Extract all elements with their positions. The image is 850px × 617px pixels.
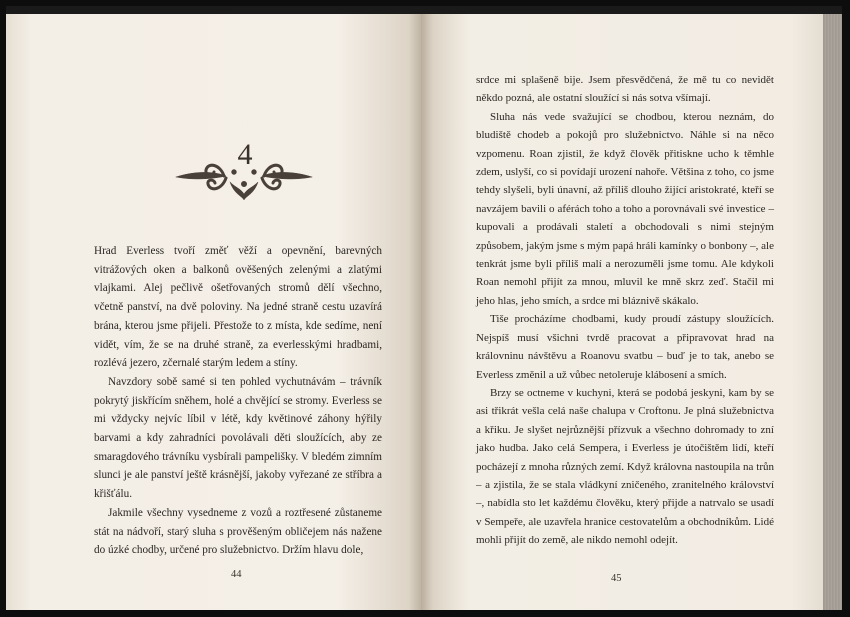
- paragraph: Jakmile všechny vysedneme z vozů a roztřesené zůstaneme stát na nádvoří, starý sluha s prověšeným obličejem nás nažene do úzké chodby, určené pro služebnictvo. Držím hlavu dole,: [94, 506, 382, 557]
- left-page-body: [94, 242, 382, 560]
- paragraph: Hrad Everless tvoří změť věží a opevnění, barevných vitrážových oken a balkonů ověšených zelenými a zlatými vlajkami. Alej pečlivě ošetřovaných stromů dělí všechno, včetně panství, na dvě poloviny. Na jedné straně cestu uzavírá brána, kterou jsme přijeli. Přestože to z místa, kde sedíme, není vidět, vím, že se na druhé straně, za everlesskými hradbami, rozlévá jezero, zčernalé starým ledem a stíny.: [94, 245, 382, 370]
- left-page: [6, 6, 421, 610]
- chapter-number: 4: [237, 138, 253, 171]
- paragraph: Navzdory sobě samé si ten pohled vychutnávám – trávník pokrytý jiskřícím sněhem, holé a chvějící se stromy. Everless se mi vždycky nejvíc líbil v létě, kdy květinové záhony hýřily barvami a kdy zahradníci povolávali děti sloužících, aby ze smaragdového trávníku vysbírali pampelišky. V bledém zimním slunci je ale panství ještě krásnější, jakoby vyřezané ze stříbra a křišťálu.: [94, 375, 382, 501]
- paragraph: Sluha nás vede svažující se chodbou, kterou neznám, do bludiště chodeb a pokojů pro služebnictvo. Náhle si na něco vzpomenu. Roan zjistil, že když člověk přitiskne ucho k těmhle zdem, uslyší, co si povídají urození nahoře. Většina z toho, co jsme tehdy slyšeli, byli únavní, až příliš dlouho žijící aristokraté, kteří se navzájem bavili o aférách toho a toho a porovnávali své investice – kupovali a prodávali staletí a obchodovali s nimi stejným způsobem, jakým jsme s mým papá hráli kamínky o bonbony –, ale tenkrát jsme byli příliš malí a nerozuměli jsme tomu. Ale kdykoli Roan nemohl přijít za mnou, mluvil ke mně skrz zeď. Stačil mi jeho hlas, jeho smích, a srdce mi bláznivě skákalo.: [476, 110, 774, 307]
- paragraph: Tiše procházíme chodbami, kudy proudí zástupy sloužících. Nejspíš musí všichni tvrdě pracovat a připravovat hrad na královninu návštěvu a Roanovu svatbu – buď je to tak, anebo se Everless změnil a už vůbec netoleruje klábosení a smích.: [476, 313, 774, 381]
- book-spread: [6, 6, 842, 610]
- book-top-shadow: [6, 6, 842, 14]
- page-edges: [823, 6, 842, 610]
- right-page: [421, 6, 823, 610]
- page-number-left: 44: [231, 569, 242, 580]
- paragraph: Brzy se octneme v kuchyni, která se podobá jeskyni, kam by se asi třikrát vešla celá naše chalupa v Croftonu. Je plná služebnictva a křiku. Je slyšet nejrůznější přízvuk a všechno dohromady to zní jako hudba. Jako celá Sempera, i Everless je útočištěm lidí, kteří pocházejí z mnoha různých zemí. Když královna nastoupila na trůn – a zjistila, že se stala vládkyní zničeného, zranitelného království –, nabídla sto let každému člověku, který přijde a natrvalo se usadí v Sempeře, ale uzavřela hranice cestovatelům a obchodníkům. Lidé mohli přijít do země, ale nikdo nemohl odejít.: [476, 386, 774, 547]
- right-page-body: [476, 71, 774, 550]
- paragraph: srdce mi splašeně bije. Jsem přesvědčená, že mě tu co nevidět někdo pozná, ale ostatní sloužící si nás sotva všímají.: [476, 74, 774, 105]
- page-number-right: 45: [611, 573, 622, 584]
